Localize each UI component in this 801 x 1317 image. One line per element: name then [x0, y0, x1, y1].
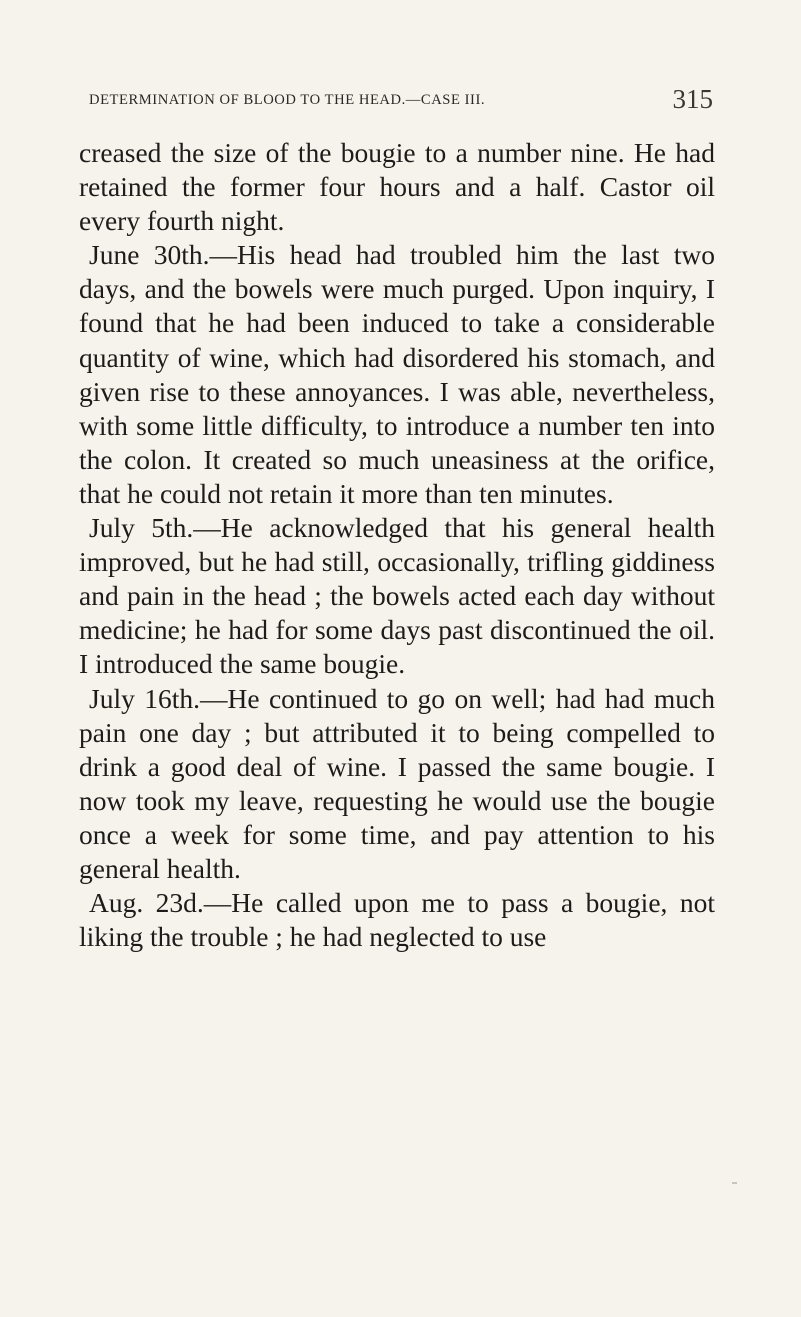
paragraph-aug-23: Aug. 23d.—He called upon me to pass a bougie, not liking the trouble ; he had neglected to use — [79, 887, 715, 953]
running-head-title: DETERMINATION OF BLOOD TO THE HEAD.—CASE III. — [89, 92, 486, 108]
body-text — [79, 136, 715, 954]
paragraph-july-5: July 5th.—He acknowledged that his general health improved, but he had still, occasionally, trifling giddiness and pain in the head ; the bowels acted each day without medicine; he had for some days past discontinued the oil. I introduced the same bougie. — [79, 512, 715, 680]
paragraph-june-30: June 30th.—His head had troubled him the last two days, and the bowels were much purged. Upon inquiry, I found that he had been induced to take a considerable quantity of wine, which had disordered his stomach, and given rise to these annoyances. I was able, nevertheless, with some little difficulty, to introduce a number ten into the colon. It created so much uneasiness at the orifice, that he could not retain it more than ten minutes. — [79, 239, 715, 509]
running-head — [89, 86, 713, 120]
page-number: 315 — [672, 84, 713, 114]
paragraph-continuation: creased the size of the bougie to a number nine. He had retained the former four hours and a half. Castor oil every fourth night. — [79, 137, 715, 237]
paragraph-july-16: July 16th.—He continued to go on well; had had much pain one day ; but attributed it to being compelled to drink a good deal of wine. I passed the same bougie. I now took my leave, requesting he would use the bougie once a week for some time, and pay attention to his general health. — [79, 682, 715, 884]
paper-speck — [732, 1182, 737, 1184]
